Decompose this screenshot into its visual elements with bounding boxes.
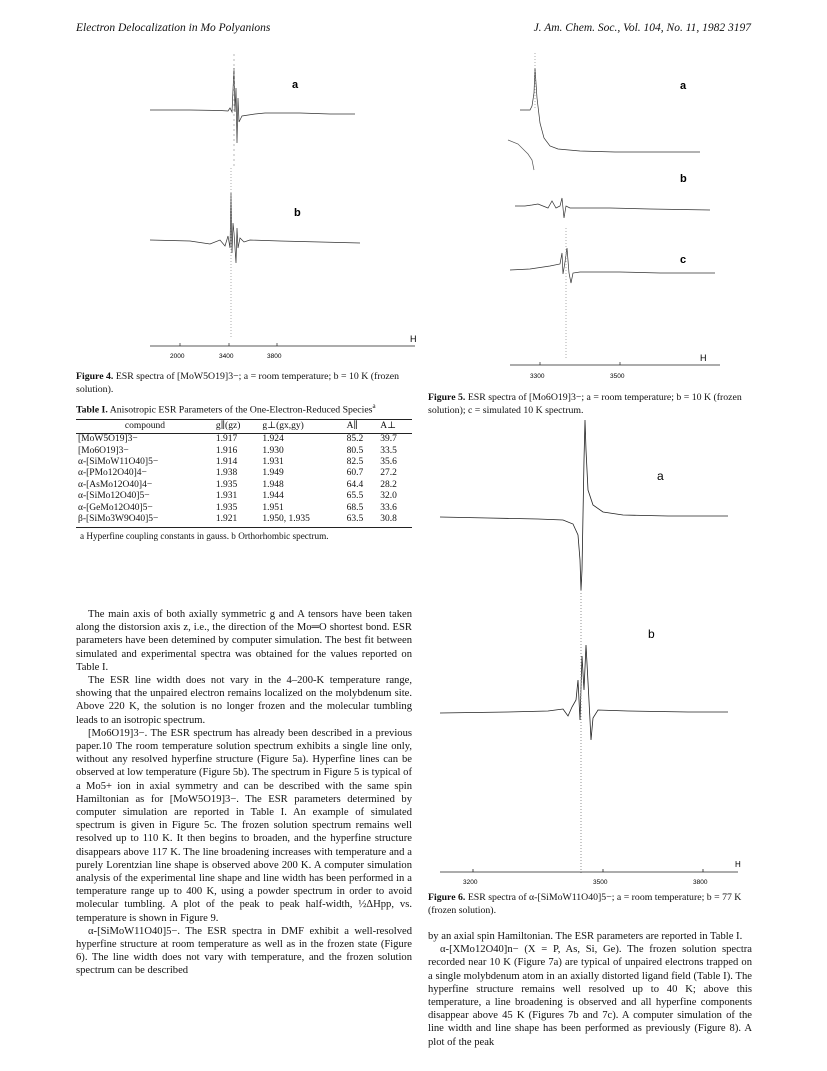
paragraph: The main axis of both axially symmetric g and A tensors have been taken along the distorsion axis z, i.e., the direction of the Mo═O shortest bond. ESR parameters have been detemined by computer simulation. The best fit between simulated and experimental spectra was obtained for the values reported on Table I. (76, 609, 412, 673)
cell: 1.935 (215, 502, 238, 513)
col-a-perp: A⊥ (378, 419, 412, 433)
col-g-parallel: g∥(gz) (214, 419, 260, 433)
cell: 27.2 (380, 468, 397, 479)
figure-4-caption-text: ESR spectra of [MoW5O19]3−; a = room temperature; b = 10 K (frozen solution). (76, 371, 400, 395)
cell: [Mo6O19]3− (78, 445, 129, 456)
table-row (76, 514, 412, 528)
col-compound: compound (76, 419, 214, 433)
col-g-perp: g⊥(gx,gy) (260, 419, 344, 433)
cell: 1.948 (262, 479, 284, 490)
cell: 1.938 (215, 468, 238, 479)
cell: 80.5 (346, 445, 364, 456)
cell: 82.5 (346, 456, 364, 467)
cell: 1.935 (215, 479, 238, 490)
figure-6-label-b: b (648, 627, 655, 641)
cell: α-[SiMoW11O40]5− (78, 456, 159, 467)
cell: 63.5 (345, 514, 379, 528)
cell: 1.924 (262, 434, 284, 445)
figure-5-caption-label: Figure 5. (428, 392, 466, 403)
figure-5-field-label: H (700, 353, 707, 363)
figure-4-label-a: a (292, 79, 299, 91)
figure-5-plot (470, 48, 745, 384)
figure-6-caption-label: Figure 6. (428, 892, 466, 903)
cell: 1.931 (262, 456, 284, 467)
figure-6 (428, 420, 752, 886)
figure-6-trace-a (440, 420, 728, 590)
figure-4 (130, 48, 420, 368)
cell: α-[SiMo12O40]5− (78, 491, 150, 502)
right-column-body (428, 930, 752, 1049)
cell: 64.4 (346, 479, 364, 490)
cell: α-[AsMo12O40]4− (78, 479, 153, 490)
table-header-row (76, 419, 412, 433)
cell: 1.916 (215, 445, 238, 456)
figure-5-caption-text: ESR spectra of [Mo6O19]3−; a = room temperature; b = 10 K (frozen solution); c = simulated 10 K spectrum. (428, 392, 742, 416)
figure-4-tick-2: 3400 (219, 353, 234, 360)
table-row (76, 468, 412, 479)
cell: 1.931 (215, 491, 238, 502)
cell: 33.5 (380, 445, 397, 456)
cell: 32.0 (380, 491, 397, 502)
figure-4-tick-3: 3800 (267, 353, 282, 360)
paragraph: by an axial spin Hamiltonian. The ESR parameters are reported in Table I. (428, 931, 743, 942)
figure-4-trace-b (150, 193, 360, 263)
paragraph: [Mo6O19]3−. The ESR spectrum has already been described in a previous paper.10 The room temperature solution spectrum exhibits a single line only, without any resolved hyperfine structure (Figure 5a). Hyperfine lines can be observed at low temperature (Figure 5b). The spectrum in Figure 5 is typical of a Mo5+ ion in axial symmetry and can be described with the same spin Hamiltonian as for [MoW5O19]3−. The ESR parameters determined by computer simulation are reported in Table I. An example of simulated spectrum is given in Figure 5c. The frozen solution spectrum remains well resolved up to 110 K. It then begins to broaden, and the hyperfine structure disappears above 117 K. The line broadening increases with temperature and a purely Lorentzian line shape is observed above 200 K. A computer simulation analysis of the experimental line shape and line width has been performed in a temperature range up to 400 K, using a powder spectrum in order to avoid molecular tumbling. A plot of the peak to peak half-width, ½ΔHpp, vs. temperature is shown in Figure 9. (76, 727, 412, 924)
figure-6-caption-text: ESR spectra of α-[SiMoW11O40]5−; a = room temperature; b = 77 K (frozen solution). (428, 892, 742, 916)
table-1-footnote: a Hyperfine coupling constants in gauss. b Orthorhombic spectrum. (80, 531, 329, 542)
cell: 1.950, 1.935 (260, 514, 344, 528)
cell: 1.930 (262, 445, 284, 456)
figure-4-caption (76, 371, 412, 396)
cell: α-[GeMo12O40]5− (78, 502, 153, 513)
table-1-title-label: Table I. (76, 404, 108, 416)
figure-4-trace-a (150, 68, 355, 143)
table-1-title-text: Anisotropic ESR Parameters of the One-Electron-Reduced Species (109, 404, 373, 416)
table-1 (76, 400, 412, 543)
cell: 85.2 (346, 434, 364, 445)
cell: 35.6 (380, 456, 397, 467)
cell: β-[SiMo3W9O40]5− (76, 514, 214, 528)
table-1-title (76, 400, 412, 417)
cell: 1.949 (262, 468, 284, 479)
figure-6-caption (428, 892, 752, 917)
table-row (76, 503, 412, 514)
table-row (76, 457, 412, 468)
left-column-body (76, 608, 412, 978)
table-row (76, 480, 412, 491)
figure-5 (470, 48, 745, 384)
figure-5-trace-a-low (508, 140, 534, 170)
cell: 39.7 (380, 434, 397, 445)
figure-5-caption (428, 392, 752, 417)
figure-5-label-b: b (680, 173, 687, 185)
figure-6-label-a: a (657, 469, 664, 483)
figure-4-label-b: b (294, 207, 301, 219)
cell: 65.5 (346, 491, 364, 502)
cell: 1.914 (215, 456, 238, 467)
cell: 28.2 (380, 479, 397, 490)
cell: [MoW5O19]3− (78, 434, 138, 445)
cell: 68.5 (346, 502, 364, 513)
figure-4-caption-label: Figure 4. (76, 371, 114, 382)
running-header-left: Electron Delocalization in Mo Polyanions (76, 22, 271, 34)
paragraph: α-[SiMoW11O40]5−. The ESR spectra in DMF exhibit a well-resolved hyperfine structure at room temperature as well as in the frozen state (Figure 6). The line width does not vary with temperature, and the frozen solution spectrum can be described (76, 925, 412, 977)
figure-5-tick-1: 3300 (530, 373, 545, 380)
cell: 30.8 (378, 514, 412, 528)
figure-5-tick-2: 3500 (610, 373, 625, 380)
paragraph: α-[XMo12O40]n− (X = P, As, Si, Ge). The frozen solution spectra recorded near 10 K (Figure 7a) are typical of unpaired electrons trapped on a single molybdenum atom in an axially distorted ligand field (Table I). The hyperfine structure remains well resolved up to 40 K; above this temperature, a line broadening is observed and all hyperfine components disappear above 45 K (Figures 7b and 7c). A computer simulation of the line width and line shape has been performed as previously (Figure 8). A plot of the peak (428, 944, 752, 1048)
cell: 1.944 (262, 491, 284, 502)
figure-6-plot (428, 420, 752, 886)
figure-5-label-a: a (680, 80, 687, 92)
table-1-grid (76, 419, 412, 529)
paragraph: The ESR line width does not vary in the 4–200-K temperature range, showing that the unpaired electron remains localized on the molybdenum site. Above 220 K, the solution is no longer frozen and the molecular tumbling leads to an isotropic spectrum. (76, 675, 412, 726)
figure-6-tick-3: 3800 (693, 879, 708, 886)
figure-4-tick-1: 2000 (170, 353, 185, 360)
col-a-parallel: A∥ (345, 419, 379, 433)
cell: α-[PMo12O40]4− (78, 468, 147, 479)
cell: 33.6 (380, 502, 397, 513)
figure-4-field-label: H (410, 334, 417, 344)
table-row (76, 446, 412, 457)
cell: 60.7 (346, 468, 364, 479)
figure-4-plot (130, 48, 420, 368)
cell: 1.917 (215, 434, 238, 445)
figure-5-label-c: c (680, 254, 687, 266)
figure-6-field-label: H (735, 860, 741, 869)
table-1-title-note-mark: a (372, 402, 376, 410)
figure-6-tick-2: 3500 (593, 879, 608, 886)
table-row (76, 434, 412, 446)
figure-6-tick-1: 3200 (463, 879, 478, 886)
cell: 1.921 (214, 514, 260, 528)
figure-5-trace-a (520, 68, 700, 152)
table-row (76, 491, 412, 502)
running-header-right: J. Am. Chem. Soc., Vol. 104, No. 11, 1982 3197 (533, 22, 751, 34)
figure-6-trace-b (440, 645, 728, 740)
figure-5-trace-b (515, 198, 710, 218)
cell: 1.951 (262, 502, 284, 513)
